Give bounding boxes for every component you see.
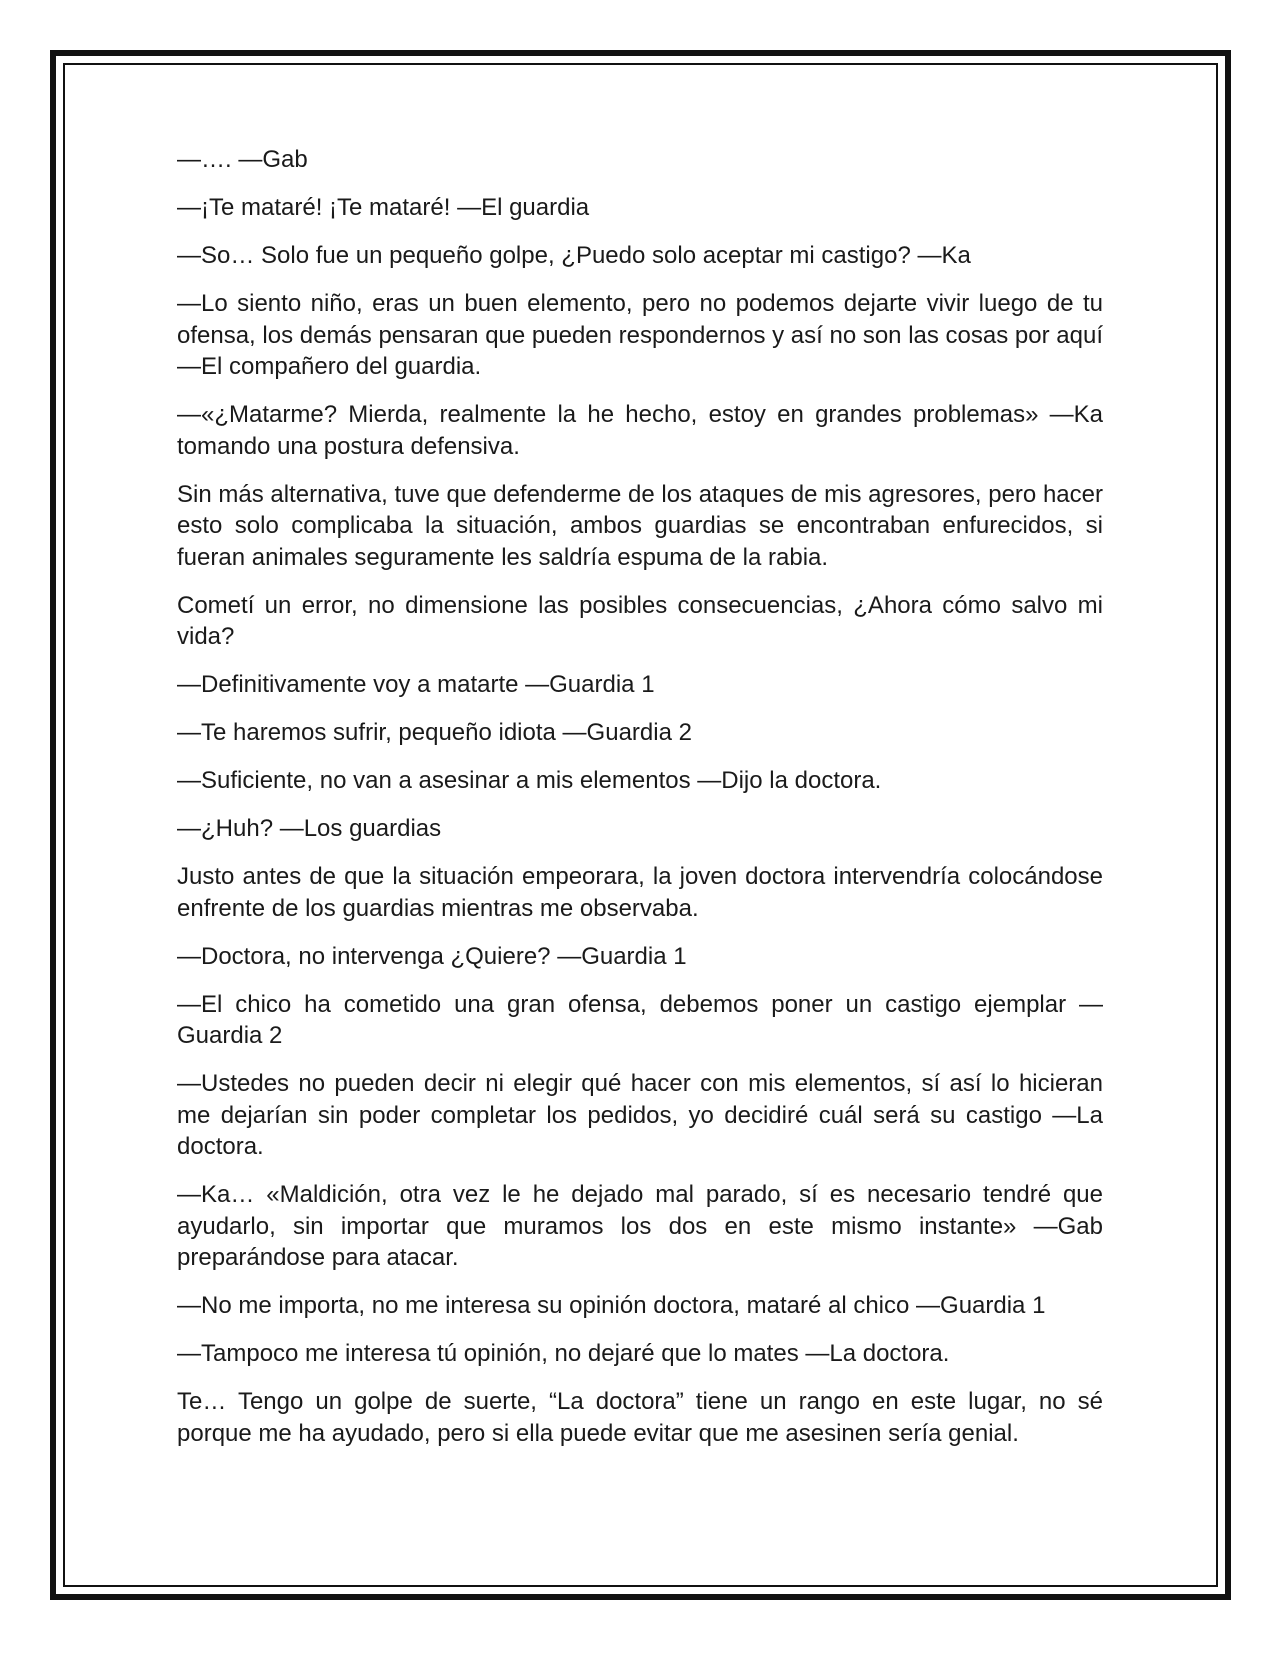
paragraph: —¿Huh? —Los guardias — [177, 815, 442, 842]
paragraph: Justo antes de que la situación empeorara, la joven doctora intervendría colocándose enfrente de los guardias mientras me observaba. — [177, 863, 1103, 922]
paragraph: —Ustedes no pueden decir ni elegir qué hacer con mis elementos, sí así lo hicieran me dejarían sin poder completar los pedidos, yo decidiré cuál será su castigo —La doctora. — [177, 1070, 1103, 1160]
document-body — [177, 144, 1103, 1466]
paragraph: —Doctora, no intervenga ¿Quiere? —Guardia 1 — [177, 942, 687, 970]
paragraph: Sin más alternativa, tuve que defenderme de los ataques de mis agresores, pero hacer esto solo complicaba la situación, ambos guardias se encontraban enfurecidos, si fueran animales seguramente les saldría espuma de la rabia. — [177, 480, 1103, 571]
paragraph: —So… Solo fue un pequeño golpe, ¿Puedo solo aceptar mi castigo? —Ka — [177, 242, 971, 269]
paragraph: —No me importa, no me interesa su opinión doctora, mataré al chico —Guardia 1 — [177, 1292, 1046, 1319]
paragraph: Cometí un error, no dimensione las posibles consecuencias, ¿Ahora cómo salvo mi vida? — [177, 591, 1103, 650]
paragraph: —Definitivamente voy a matarte —Guardia 1 — [177, 671, 655, 698]
paragraph: —«¿Matarme? Mierda, realmente la he hecho, estoy en grandes problemas» —Ka tomando una postura defensiva. — [177, 401, 1103, 460]
paragraph: —Suficiente, no van a asesinar a mis elementos —Dijo la doctora. — [177, 767, 882, 794]
paragraph: —Lo siento niño, eras un buen elemento, pero no podemos dejarte vivir luego de tu ofensa, los demás pensaran que pueden respondernos y así no son las cosas por aquí —El compañero del guardia. — [177, 290, 1103, 380]
paragraph: —El chico ha cometido una gran ofensa, debemos poner un castigo ejemplar —Guardia 2 — [177, 990, 1103, 1049]
paragraph: —Tampoco me interesa tú opinión, no dejaré que lo mates —La doctora. — [177, 1340, 950, 1367]
paragraph: —¡Te mataré! ¡Te mataré! —El guardia — [177, 194, 590, 221]
paragraph: —Ka… «Maldición, otra vez le he dejado mal parado, sí es necesario tendré que ayudarlo, sin importar que muramos los dos en este mismo instante» —Gab preparándose para atacar. — [177, 1181, 1103, 1271]
paragraph: —Te haremos sufrir, pequeño idiota —Guardia 2 — [177, 719, 692, 746]
paragraph: —…. —Gab — [177, 146, 308, 173]
paragraph: Te… Tengo un golpe de suerte, “La doctora” tiene un rango en este lugar, no sé porque me ha ayudado, pero si ella puede evitar que me asesinen sería genial. — [177, 1388, 1103, 1447]
